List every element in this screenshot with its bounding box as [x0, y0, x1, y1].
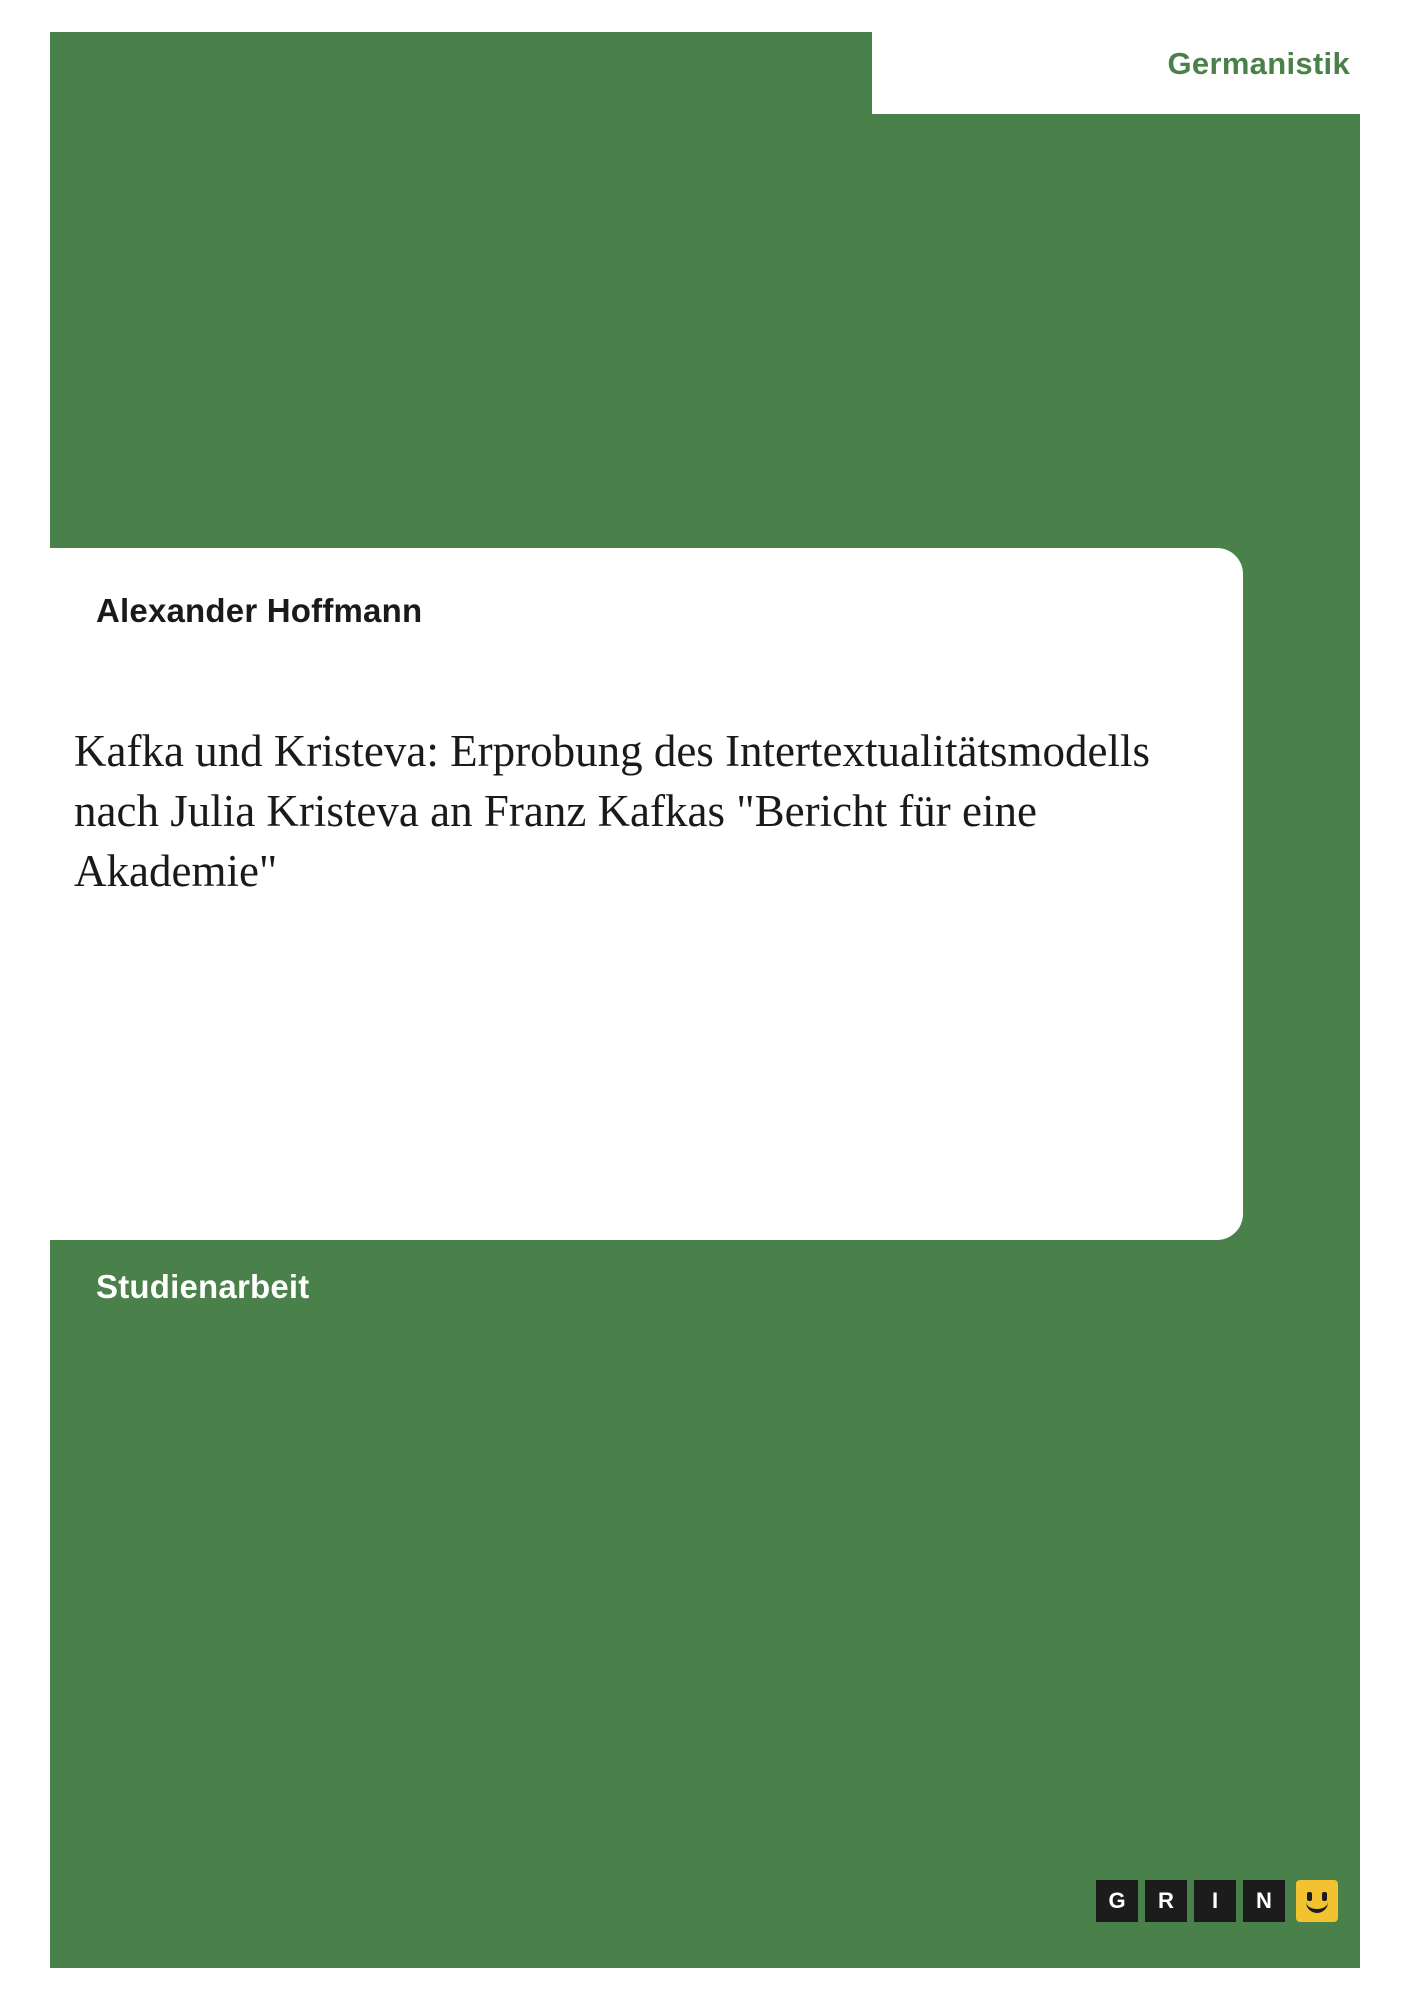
- grin-logo: [1096, 1880, 1338, 1922]
- subject-category-label: Germanistik: [1167, 46, 1350, 81]
- logo-letter-n: N: [1243, 1880, 1285, 1922]
- smiley-icon: [1296, 1880, 1338, 1922]
- logo-letter-r: R: [1145, 1880, 1187, 1922]
- page-title: Kafka und Kristeva: Erprobung des Intertextualitätsmodells nach Julia Kristeva an Franz Kafkas "Bericht für eine Akademie": [74, 726, 1150, 896]
- logo-letter-g: G: [1096, 1880, 1138, 1922]
- document-type-label: Studienarbeit: [96, 1268, 310, 1305]
- logo-letter-i: I: [1194, 1880, 1236, 1922]
- author-name: Alexander Hoffmann: [96, 592, 423, 629]
- smiley-mouth: [1306, 1899, 1328, 1913]
